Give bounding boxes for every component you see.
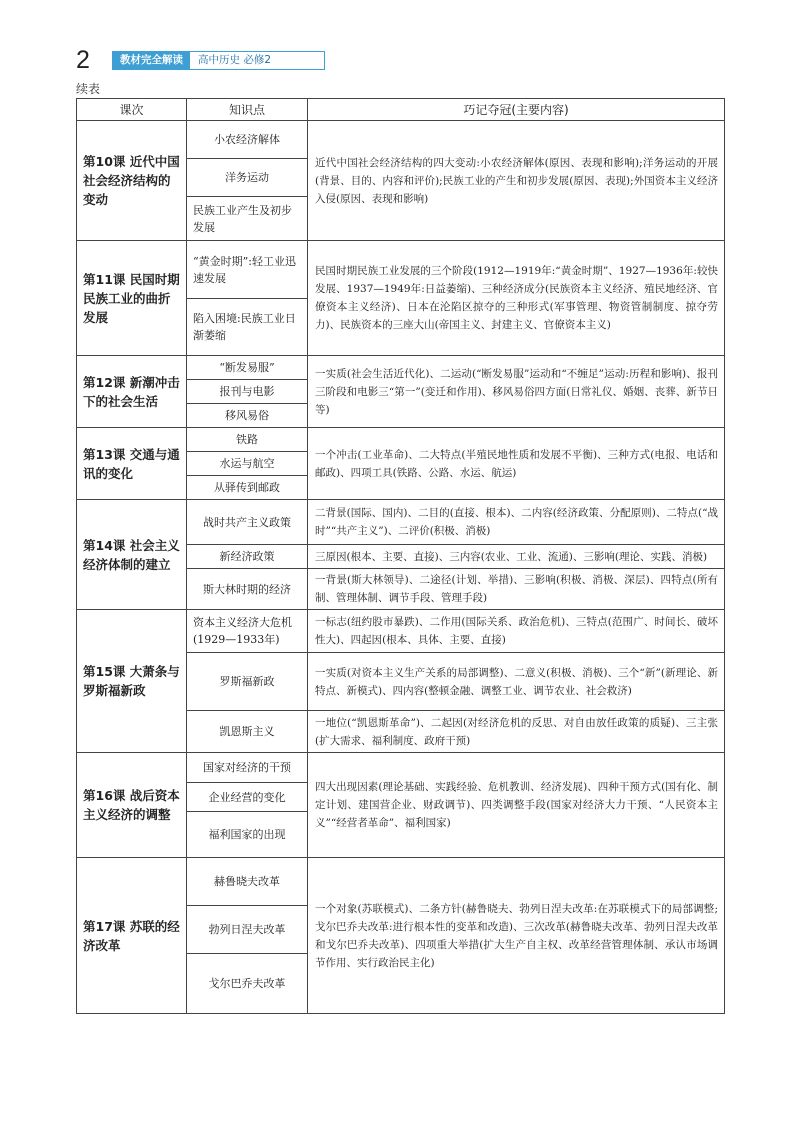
content-cell: 三原因(根本、主要、直接)、三内容(农业、工业、流通)、三影响(理论、实践、消极): [308, 545, 725, 569]
knowledge-point-cell: 铁路: [187, 428, 308, 452]
knowledge-point-cell: 报刊与电影: [187, 380, 308, 404]
continued-label: 续表: [76, 82, 101, 96]
table-row: [77, 428, 725, 452]
knowledge-point-cell: 战时共产主义政策: [187, 500, 308, 545]
page-header: [76, 48, 325, 72]
table-row: [77, 858, 725, 906]
content-cell: 一实质(社会生活近代化)、二运动(“断发易服”运动和“不缠足”运动:历程和影响)、报刊三阶段和电影三“第一”(变迁和作用)、移风易俗四方面(日常礼仪、婚姻、丧葬、新节日等): [308, 356, 725, 428]
table-row: [77, 356, 725, 380]
knowledge-point-cell: 民族工业产生及初步发展: [187, 197, 308, 241]
series-badge-subject: 高中历史 必修2: [190, 52, 324, 69]
content-cell: 一实质(对资本主义生产关系的局部调整)、二意义(积极、消极)、三个“新”(新理论、新特点、新模式)、四内容(整顿金融、调整工业、调节农业、社会救济): [308, 653, 725, 711]
content-cell: 一个冲击(工业革命)、二大特点(半殖民地性质和发展不平衡)、三种方式(电报、电话和邮政)、四项工具(铁路、公路、水运、航运): [308, 428, 725, 500]
table-row: [77, 753, 725, 783]
lesson-cell: 第13课 交通与通讯的变化: [77, 428, 187, 500]
knowledge-point-cell: 赫鲁晓夫改革: [187, 858, 308, 906]
knowledge-point-cell: 勃列日涅夫改革: [187, 906, 308, 954]
knowledge-point-cell: 洋务运动: [187, 159, 308, 197]
table-row: [77, 121, 725, 159]
column-header-lesson: 课次: [77, 99, 187, 121]
table-row: [77, 500, 725, 545]
lesson-cell: 第16课 战后资本主义经济的调整: [77, 753, 187, 858]
knowledge-point-cell: “黄金时期”:轻工业迅速发展: [187, 241, 308, 299]
table-header-row: [77, 99, 725, 121]
column-header-knowledge-point: 知识点: [187, 99, 308, 121]
series-badge-title: 教材完全解读: [113, 52, 190, 69]
content-cell: 一背景(斯大林领导)、二途径(计划、举措)、三影响(积极、消极、深层)、四特点(所有制、管理体制、调节手段、管理手段): [308, 569, 725, 610]
lesson-cell: 第10课 近代中国社会经济结构的变动: [77, 121, 187, 241]
knowledge-point-cell: 福利国家的出现: [187, 812, 308, 858]
knowledge-point-cell: 水运与航空: [187, 452, 308, 476]
column-header-mnemonic: 巧记夺冠(主要内容): [308, 99, 725, 121]
lesson-cell: 第11课 民国时期民族工业的曲折发展: [77, 241, 187, 356]
knowledge-point-cell: 新经济政策: [187, 545, 308, 569]
knowledge-point-cell: “断发易服”: [187, 356, 308, 380]
knowledge-point-cell: 凯恩斯主义: [187, 711, 308, 753]
knowledge-point-cell: 企业经营的变化: [187, 783, 308, 812]
knowledge-point-cell: 资本主义经济大危机(1929—1933年): [187, 610, 308, 653]
content-cell: 一个对象(苏联模式)、二条方针(赫鲁晓夫、勃列日涅夫改革:在苏联模式下的局部调整;戈尔巴乔夫改革:进行根本性的变革和改造)、三次改革(赫鲁晓夫改革、勃列日涅夫改革和戈尔巴乔夫改革)、四项重大举措(扩大生产自主权、改革经营管理体制、承认市场调节作用、实行政治民主化): [308, 858, 725, 1014]
knowledge-point-cell: 罗斯福新政: [187, 653, 308, 711]
table-row: [77, 610, 725, 653]
content-cell: 二背景(国际、国内)、二目的(直接、根本)、二内容(经济政策、分配原则)、二特点(“战时”“共产主义”)、二评价(积极、消极): [308, 500, 725, 545]
knowledge-point-cell: 斯大林时期的经济: [187, 569, 308, 610]
content-cell: 民国时期民族工业发展的三个阶段(1912—1919年:“黄金时期”、1927—1936年:较快发展、1937—1949年:日益萎缩)、三种经济成分(民族资本主义经济、殖民地经济、官僚资本主义经济)、日本在沦陷区掠夺的三种形式(军事管理、物资管制制度、掠夺劳力)、民族资本的三座大山(帝国主义、封建主义、官僚资本主义): [308, 241, 725, 356]
content-cell: 一地位(“凯恩斯革命”)、二起因(对经济危机的反思、对自由放任政策的质疑)、三主张(扩大需求、福利制度、政府干预): [308, 711, 725, 753]
knowledge-point-cell: 国家对经济的干预: [187, 753, 308, 783]
content-cell: 四大出现因素(理论基础、实践经验、危机教训、经济发展)、四种干预方式(国有化、制定计划、建国营企业、财政调节)、四类调整手段(国家对经济大力干预、“人民资本主义”“经营者革命”、福利国家): [308, 753, 725, 858]
summary-table: [76, 98, 725, 1014]
series-badge: [112, 51, 325, 70]
content-cell: 近代中国社会经济结构的四大变动:小农经济解体(原因、表现和影响);洋务运动的开展(背景、目的、内容和评价);民族工业的产生和初步发展(原因、表现);外国资本主义经济入侵(原因、表现和影响): [308, 121, 725, 241]
lesson-cell: 第15课 大萧条与罗斯福新政: [77, 610, 187, 753]
knowledge-point-cell: 从驿传到邮政: [187, 476, 308, 500]
knowledge-point-cell: 戈尔巴乔夫改革: [187, 954, 308, 1014]
knowledge-point-cell: 移风易俗: [187, 404, 308, 428]
lesson-cell: 第17课 苏联的经济改革: [77, 858, 187, 1014]
lesson-cell: 第14课 社会主义经济体制的建立: [77, 500, 187, 610]
table-row: [77, 241, 725, 299]
knowledge-point-cell: 小农经济解体: [187, 121, 308, 159]
knowledge-point-cell: 陷入困境:民族工业日渐萎缩: [187, 299, 308, 356]
content-cell: 一标志(纽约股市暴跌)、二作用(国际关系、政治危机)、三特点(范围广、时间长、破坏性大)、四起因(根本、具体、主要、直接): [308, 610, 725, 653]
lesson-cell: 第12课 新潮冲击下的社会生活: [77, 356, 187, 428]
page-number: 2: [76, 46, 90, 74]
